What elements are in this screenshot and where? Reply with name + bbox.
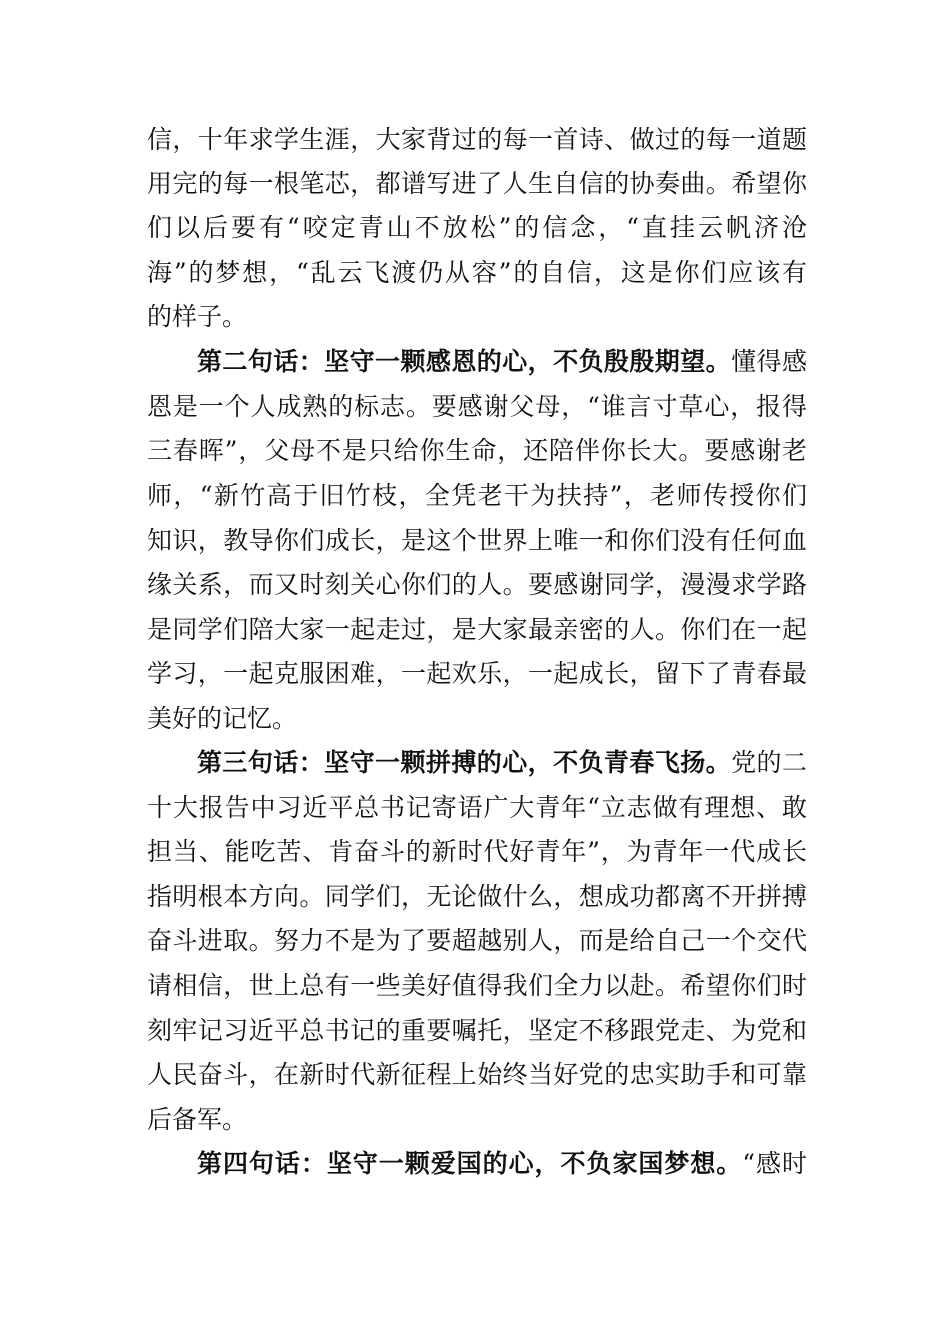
text-line: 用完的每一根笔芯，都谱写进了人生自信的协奏曲。希望你 <box>147 169 807 198</box>
text-line: 学习，一起克服困难，一起欢乐，一起成长，留下了青春最 <box>147 659 807 688</box>
text-line: 美好的记忆。 <box>147 704 298 733</box>
section-heading: 第二句话：坚守一颗感恩的心，不负殷殷期望。 <box>197 347 732 376</box>
text-line: 请相信，世上总有一些美好值得我们全力以赴。希望你们时 <box>147 971 807 1000</box>
text-run: 党的二 <box>731 748 807 777</box>
text-line: 刻牢记习近平总书记的重要嘱托，坚定不移跟党走、为党和 <box>147 1016 807 1045</box>
text-line: 知识，教导你们成长，是这个世界上唯一和你们没有任何血 <box>147 526 807 555</box>
paragraph-first-line <box>197 342 807 382</box>
text-line: 担当、能吃苦、肯奋斗的新时代好青年”，为青年一代成长 <box>147 837 807 866</box>
text-line: 十大报告中习近平总书记寄语广大青年“立志做有理想、敢 <box>147 793 807 822</box>
text-line: 恩是一个人成熟的标志。要感谢父母，“谁言寸草心，报得 <box>147 392 807 421</box>
text-line: 师，“新竹高于旧竹枝，全凭老干为扶持”，老师传授你们 <box>147 481 807 510</box>
text-line: 缘关系，而又时刻关心你们的人。要感谢同学，漫漫求学路 <box>147 570 807 599</box>
text-line: 是同学们陪大家一起走过，是大家最亲密的人。你们在一起 <box>147 615 807 644</box>
text-run: “感时 <box>742 1149 807 1178</box>
text-line: 人民奋斗，在新时代新征程上始终当好党的忠实助手和可靠 <box>147 1060 807 1089</box>
text-line: 们以后要有“咬定青山不放松”的信念，“直挂云帆济沧 <box>147 213 807 242</box>
text-line: 的样子。 <box>147 302 248 331</box>
text-run: 懂得感 <box>731 347 807 376</box>
text-line: 海”的梦想，“乱云飞渡仍从容”的自信，这是你们应该有 <box>147 258 807 287</box>
section-heading: 第四句话：坚守一颗爱国的心，不负家国梦想。 <box>197 1149 743 1178</box>
text-line: 信，十年求学生涯，大家背过的每一首诗、做过的每一道题 <box>147 125 807 154</box>
text-line: 指明根本方向。同学们，无论做什么，想成功都离不开拼搏 <box>147 882 807 911</box>
paragraph-first-line <box>197 1144 807 1184</box>
text-line: 奋斗进取。努力不是为了要超越别人，而是给自己一个交代 <box>147 926 807 955</box>
text-line: 三春晖”，父母不是只给你生命，还陪伴你长大。要感谢老 <box>147 436 807 465</box>
paragraph-first-line <box>197 743 807 783</box>
text-line: 后备军。 <box>147 1105 248 1134</box>
section-heading: 第三句话：坚守一颗拼搏的心，不负青春飞扬。 <box>197 748 732 777</box>
